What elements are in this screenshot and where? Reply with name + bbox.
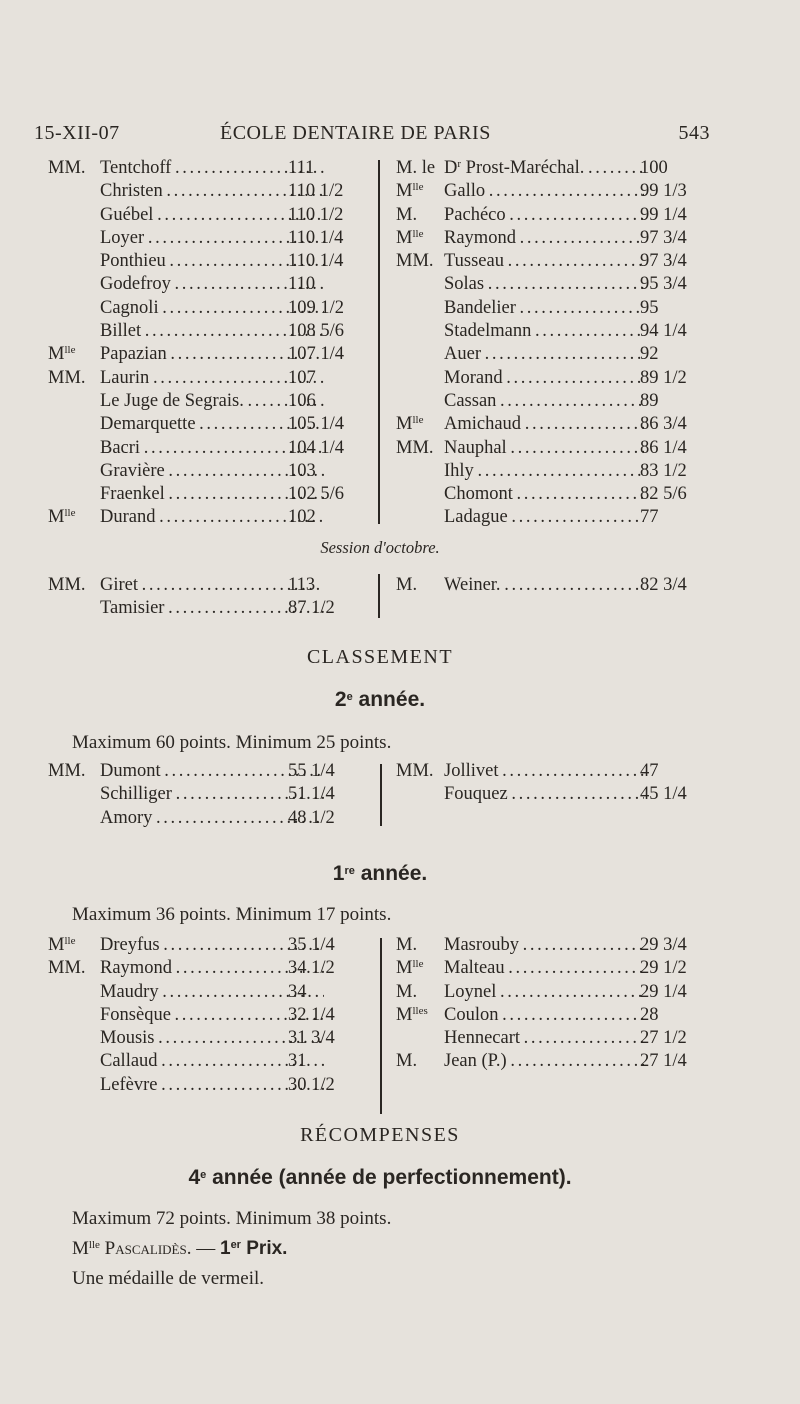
score-value: 102 (288, 507, 316, 528)
person-name: Godefroy . . . (100, 273, 324, 296)
person-name: Le Juge de Segrais. . . . (100, 390, 324, 413)
person-name: Guébel . . . (100, 204, 324, 227)
name-prefix: $M^{lle}$ (396, 227, 424, 248)
score-value: 28 (640, 1004, 659, 1025)
name-prefix: MM. (48, 158, 86, 178)
score-value: 92 (640, 344, 659, 365)
person-name: Loynel . . . (444, 981, 644, 1004)
person-name: Pachéco . . . (444, 204, 644, 227)
score-value: 95 (640, 297, 659, 318)
prize-dash: — (196, 1238, 216, 1259)
medal-line: Une médaille de vermeil. (72, 1268, 265, 1289)
score-value: 102 5/6 (288, 484, 345, 505)
person-name: Lefèvre . . . (100, 1074, 324, 1097)
person-name: Nauphal . . . (444, 437, 644, 460)
score-value: 99 1/4 (640, 204, 687, 225)
deuxieme-limits: Maximum 60 points. Minimum 25 points. (72, 732, 392, 753)
score-value: 110 1/2 (288, 181, 344, 202)
score-value: 51 1/4 (288, 784, 335, 805)
prize-name: Pascalidès. (104, 1238, 192, 1259)
score-value: 83 1/2 (640, 460, 687, 481)
person-name: Dreyfus . . . (100, 934, 324, 957)
name-prefix: $M^{lle}$ (396, 958, 424, 979)
person-name: Jean (P.) . . . (444, 1050, 644, 1073)
person-name: Mousis . . . (100, 1027, 324, 1050)
score-value: 110 (288, 274, 316, 295)
person-name: Durand . . . (100, 506, 324, 529)
person-name: Solas . . . (444, 273, 644, 296)
person-name: Gallo . . . (444, 180, 644, 203)
score-value: 86 3/4 (640, 414, 687, 435)
premiere-limits: Maximum 36 points. Minimum 17 points. (72, 904, 392, 925)
recompenses-heading: 4e année (année de perfectionnement). (188, 1166, 572, 1189)
prize-line: $M^{lle}$ Pascalidès. — 1er Prix. (72, 1238, 288, 1259)
column-divider (380, 938, 382, 1114)
person-name: Laurin . . . (100, 367, 324, 390)
person-name: Papazian . . . (100, 343, 324, 366)
person-name: Demarquette . . . (100, 413, 324, 436)
person-name: Billet . . . (100, 320, 324, 343)
score-value: 55 1/4 (288, 761, 335, 781)
person-name: Cagnoli . . . (100, 297, 324, 320)
person-name: Schilliger . . . (100, 783, 324, 806)
score-value: 31 (288, 1051, 307, 1072)
person-name: Raymond . . . (444, 227, 644, 250)
score-value: 34 1/2 (288, 958, 335, 979)
person-name: Jollivet . . . (444, 760, 644, 783)
name-prefix: $M^{lle}$ (396, 181, 424, 202)
person-name: Gravière . . . (100, 460, 324, 483)
person-name: Fonsèque . . . (100, 1004, 324, 1027)
score-value: 29 1/4 (640, 981, 687, 1002)
score-value: 109 1/2 (288, 297, 345, 318)
person-name: Bacri . . . (100, 437, 324, 460)
name-prefix: M. (396, 1051, 418, 1072)
name-prefix: $M^{lle}$ (396, 414, 424, 435)
recompenses-title: RÉCOMPENSES (300, 1124, 460, 1146)
score-value: 31 3/4 (288, 1028, 335, 1049)
score-value: 105 1/4 (288, 414, 345, 435)
session-title: Session d'octobre. (320, 538, 440, 557)
score-value: 100 (640, 158, 668, 178)
name-prefix: M. (396, 981, 418, 1002)
name-prefix: $M^{lle}$ (48, 344, 76, 365)
score-value: 82 5/6 (640, 484, 687, 505)
score-value: 77 (640, 507, 659, 528)
person-name: Coulon . . . (444, 1004, 644, 1027)
score-value: 34 (288, 981, 307, 1002)
person-name: $D^r$ Prost-Maréchal. . . . (444, 157, 644, 180)
score-value: 32 1/4 (288, 1004, 335, 1025)
score-value: 27 1/4 (640, 1051, 687, 1072)
score-value: 82 3/4 (640, 575, 687, 595)
person-name: Fouquez . . . (444, 783, 644, 806)
score-value: 95 3/4 (640, 274, 687, 295)
person-name: Morand . . . (444, 367, 644, 390)
name-prefix: MM. (48, 575, 86, 595)
person-name: Auer . . . (444, 343, 644, 366)
page-number: 543 (678, 122, 710, 144)
column-divider (378, 160, 380, 524)
person-name: Bandelier . . . (444, 297, 644, 320)
score-value: 104 1/4 (288, 437, 345, 458)
score-value: 97 3/4 (640, 227, 687, 248)
person-name: Ladague . . . (444, 506, 644, 529)
score-value: 110 1/2 (288, 204, 344, 225)
person-name: Callaud . . . (100, 1050, 324, 1073)
score-value: 103 (288, 460, 316, 481)
score-value: 110 1/4 (288, 227, 344, 248)
score-value: 86 1/4 (640, 437, 687, 458)
name-prefix: M. le (396, 158, 436, 178)
score-value: 29 1/2 (640, 958, 687, 979)
score-value: 89 (640, 390, 659, 411)
name-prefix: $M^{lle}$ (48, 935, 76, 955)
score-value: 106 (288, 390, 316, 411)
person-name: Hennecart . . . (444, 1027, 644, 1050)
score-value: 107 1/4 (288, 344, 345, 365)
person-name: Fraenkel . . . (100, 483, 324, 506)
person-name: Tamisier . . . (100, 597, 324, 620)
person-name: Loyer . . . (100, 227, 324, 250)
person-name: Raymond . . . (100, 957, 324, 980)
person-name: Stadelmann . . . (444, 320, 644, 343)
column-divider (380, 764, 382, 826)
journal-title: ÉCOLE DENTAIRE DE PARIS (220, 122, 491, 144)
name-prefix: M. (396, 204, 418, 225)
name-prefix: MM. (48, 761, 86, 781)
name-prefix: MM. (48, 367, 86, 388)
person-name: Weiner. . . . (444, 574, 644, 597)
person-name: Amory . . . (100, 807, 324, 830)
person-name: Malteau . . . (444, 957, 644, 980)
person-name: Amichaud . . . (444, 413, 644, 436)
score-value: 110 1/4 (288, 251, 344, 272)
name-prefix: M. (396, 575, 418, 595)
score-value: 97 3/4 (640, 251, 687, 272)
score-value: 30 1/2 (288, 1074, 335, 1095)
person-name: Chomont . . . (444, 483, 644, 506)
name-prefix: MM. (396, 761, 434, 781)
score-value: 113 (288, 575, 316, 595)
score-value: 94 1/4 (640, 321, 687, 342)
score-value: 108 5/6 (288, 321, 345, 342)
score-value: 89 1/2 (640, 367, 687, 388)
score-value: 87 1/2 (288, 598, 335, 619)
person-name: Tusseau . . . (444, 250, 644, 273)
person-name: Maudry . . . (100, 981, 324, 1004)
name-prefix: $M^{lle}$ (48, 507, 76, 528)
name-prefix: MM. (396, 437, 434, 458)
person-name: Giret . . . (100, 574, 324, 597)
person-name: Christen . . . (100, 180, 324, 203)
score-value: 27 1/2 (640, 1028, 687, 1049)
classement-title: CLASSEMENT (306, 646, 454, 668)
person-name: Cassan . . . (444, 390, 644, 413)
name-prefix: MM. (396, 251, 434, 272)
score-value: 111 (288, 158, 315, 178)
score-value: 99 1/3 (640, 181, 687, 202)
score-value: 45 1/4 (640, 784, 687, 805)
recompenses-limits: Maximum 72 points. Minimum 38 points. (72, 1208, 392, 1229)
score-value: 107 (288, 367, 316, 388)
score-value: 48 1/2 (288, 807, 335, 828)
score-value: 35 1/4 (288, 935, 335, 955)
person-name: Ponthieu . . . (100, 250, 324, 273)
name-prefix: M. (396, 935, 418, 955)
name-prefix: $M^{lles}$ (396, 1004, 428, 1025)
deuxieme-heading: 2e année. (334, 688, 426, 711)
person-name: Dumont . . . (100, 760, 324, 783)
column-divider (378, 574, 380, 618)
premiere-heading: 1re année. (332, 862, 428, 885)
page-ref: 15-XII-07 (34, 122, 120, 144)
score-value: 29 3/4 (640, 935, 687, 955)
person-name: Masrouby . . . (444, 934, 644, 957)
score-value: 47 (640, 761, 659, 781)
name-prefix: MM. (48, 958, 86, 979)
person-name: Tentchoff . . . (100, 157, 324, 180)
person-name: Ihly . . . (444, 460, 644, 483)
